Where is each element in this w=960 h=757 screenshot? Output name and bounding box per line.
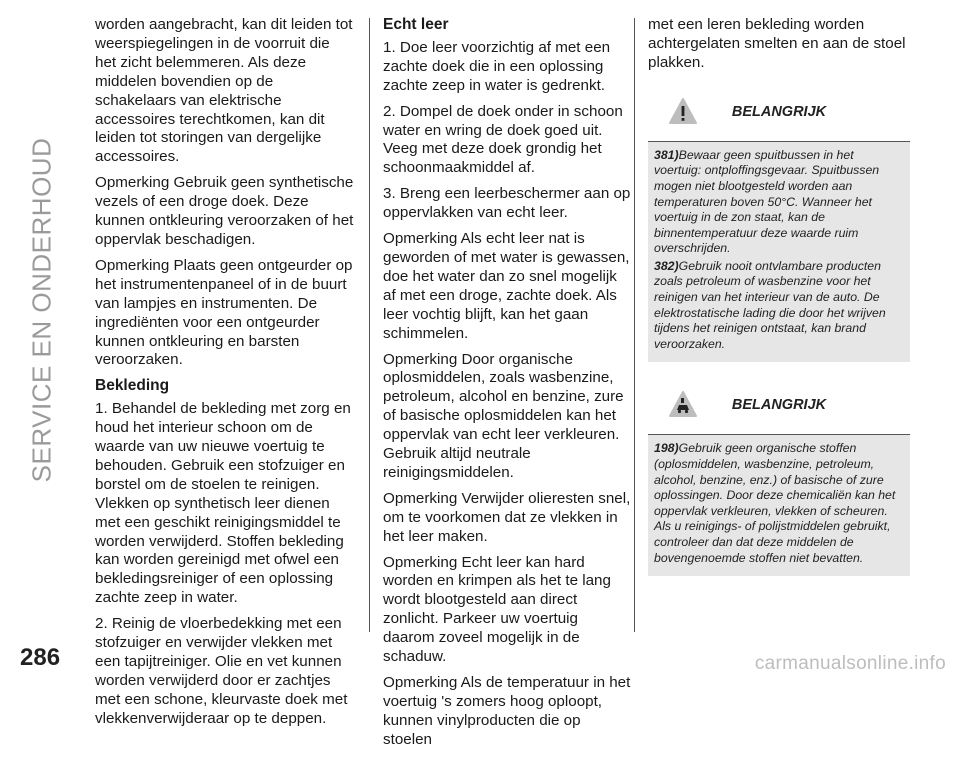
page-number: 286 (20, 644, 61, 671)
warning-body (648, 141, 910, 363)
warning-text: Gebruik nooit ontvlambare producten zoals petroleum of wasbenzine voor het reinigen van het interieur van de auto. De elektrostatische lading die door het wrijven tijdens het reinigen ontstaat, kan brand veroorzaken. (654, 258, 886, 351)
column-divider (369, 18, 370, 632)
warning-text: Bewaar geen spuitbussen in het voertuig: ontploffingsgevaar. Spuitbussen mogen niet blootgesteld worden aan temperaturen boven 50°C. Wanneer het voertuig in de zon staat, kan de binnentemperatuur deze waarde ruim overschrijden. (654, 147, 880, 256)
warning-item (654, 259, 904, 353)
paragraph: worden aangebracht, kan dit leiden tot weerspiegelingen in de voorruit die het zicht belemmeren. Als deze middelen bovendien op de schakelaars van elektrische accessoires terechtkomen, kan dit leiden tot storingen van dergelijke accessoires. (95, 16, 353, 166)
paragraph: Opmerking Als echt leer nat is geworden of met water is gewassen, doe het water dan zo snel mogelijk af met een droge, zachte doek. Als leer vochtig blijft, kan het gaan schimmelen. (383, 230, 630, 342)
text-column-3 (648, 16, 910, 576)
warning-box (648, 384, 910, 576)
paragraph: Opmerking Verwijder olieresten snel, om te voorkomen dat ze vlekken in het leer maken. (383, 489, 631, 545)
note-number: 381) (654, 147, 679, 162)
paragraph: Opmerking Als de temperatuur in het voertuig 's zomers hoog oploopt, kunnen vinylproducten die op stoelen (383, 674, 631, 748)
warning-item (654, 441, 904, 566)
warning-text: Gebruik geen organische stoffen (oplosmiddelen, wasbenzine, petroleum, alcohol, benzine, enz.) of basische of zure oplossingen. Door deze chemicaliën kan het oppervlak verkleuren, vlekken of scheuren. Als u reinigings- of polijstmiddelen gebruikt, controleer dan dat deze middelen de bovengenoemde stoffen niet bevatten. (654, 441, 896, 565)
section-heading: Echt leer (383, 16, 449, 33)
warning-header (648, 91, 910, 141)
paragraph: 1. Doe leer voorzichtig af met een zachte doek die in een oplossing zachte zeep in water is gedrenkt. (383, 38, 611, 94)
paragraph: Opmerking Echt leer kan hard worden en krimpen als het te lang wordt blootgesteld aan direct zonlicht. Parkeer uw voertuig daarom zoveel mogelijk in de schaduw. (383, 553, 611, 666)
text-column-2 (383, 16, 633, 757)
note-number: 382) (654, 258, 679, 273)
paragraph: Opmerking Door organische oplosmiddelen, zoals wasbenzine, petroleum, alcohol en benzine, zure of basische oplosmiddelen kan het oppervlak van echt leer verkleuren. Gebruik altijd neutrale reinigingsmiddelen. (383, 350, 624, 481)
warning-body (648, 434, 910, 576)
warning-item (654, 148, 904, 257)
text-column-1 (95, 16, 355, 736)
paragraph: 3. Breng een leerbeschermer aan op oppervlakken van echt leer. (383, 185, 631, 222)
note-number: 198) (654, 441, 679, 456)
column-divider (634, 18, 635, 632)
paragraph: 1. Behandel de bekleding met zorg en houd het interieur schoon om de waarde van uw nieuwe voertuig te behouden. Gebruik een stofzuiger en borstel om de stoelen te reinigen. Vlekken op synthetisch leer dienen met een geschikt reinigingsmiddel te worden verwijderd. Stoffen bekleding kan worden gereinigd met ofwel een bekledingsreiniger of een oplossing zachte zeep in water. (95, 400, 351, 607)
watermark: carmanualsonline.info (754, 653, 946, 674)
paragraph: 2. Reinig de vloerbedekking met een stofzuiger en verwijder vlekken met een tapijtreiniger. Olie en vet kunnen worden verwijderd door er zachtjes met een schone, kleurvaste doek met vlekkenverwijderaar op te deppen. (95, 615, 348, 727)
paragraph: 2. Dompel de doek onder in schoon water en wring de doek goed uit. Veeg met deze doek grondig het schoonmaakmiddel af. (383, 102, 623, 177)
section-heading: Bekleding (95, 377, 170, 395)
section-title-text: SERVICE EN ONDERHOUD (26, 137, 57, 483)
warning-title: BELANGRIJK (731, 397, 827, 414)
paragraph: Opmerking Gebruik geen synthetische vezels of een droge doek. Deze kunnen ontkleuring veroorzaken of het oppervlak beschadigen. (95, 174, 354, 248)
paragraph: Opmerking Plaats geen ontgeurder op het instrumentenpaneel of in de buurt van lampjes en instrumenten. De ingrediënten voor een ontgeurder kunnen ontkleuring en barsten veroorzaken. (95, 256, 353, 369)
warning-header (648, 384, 910, 434)
warning-title: BELANGRIJK (731, 103, 827, 120)
paragraph: met een leren bekleding worden achtergelaten smelten en aan de stoel plakken. (648, 16, 906, 71)
warning-box (648, 91, 910, 363)
